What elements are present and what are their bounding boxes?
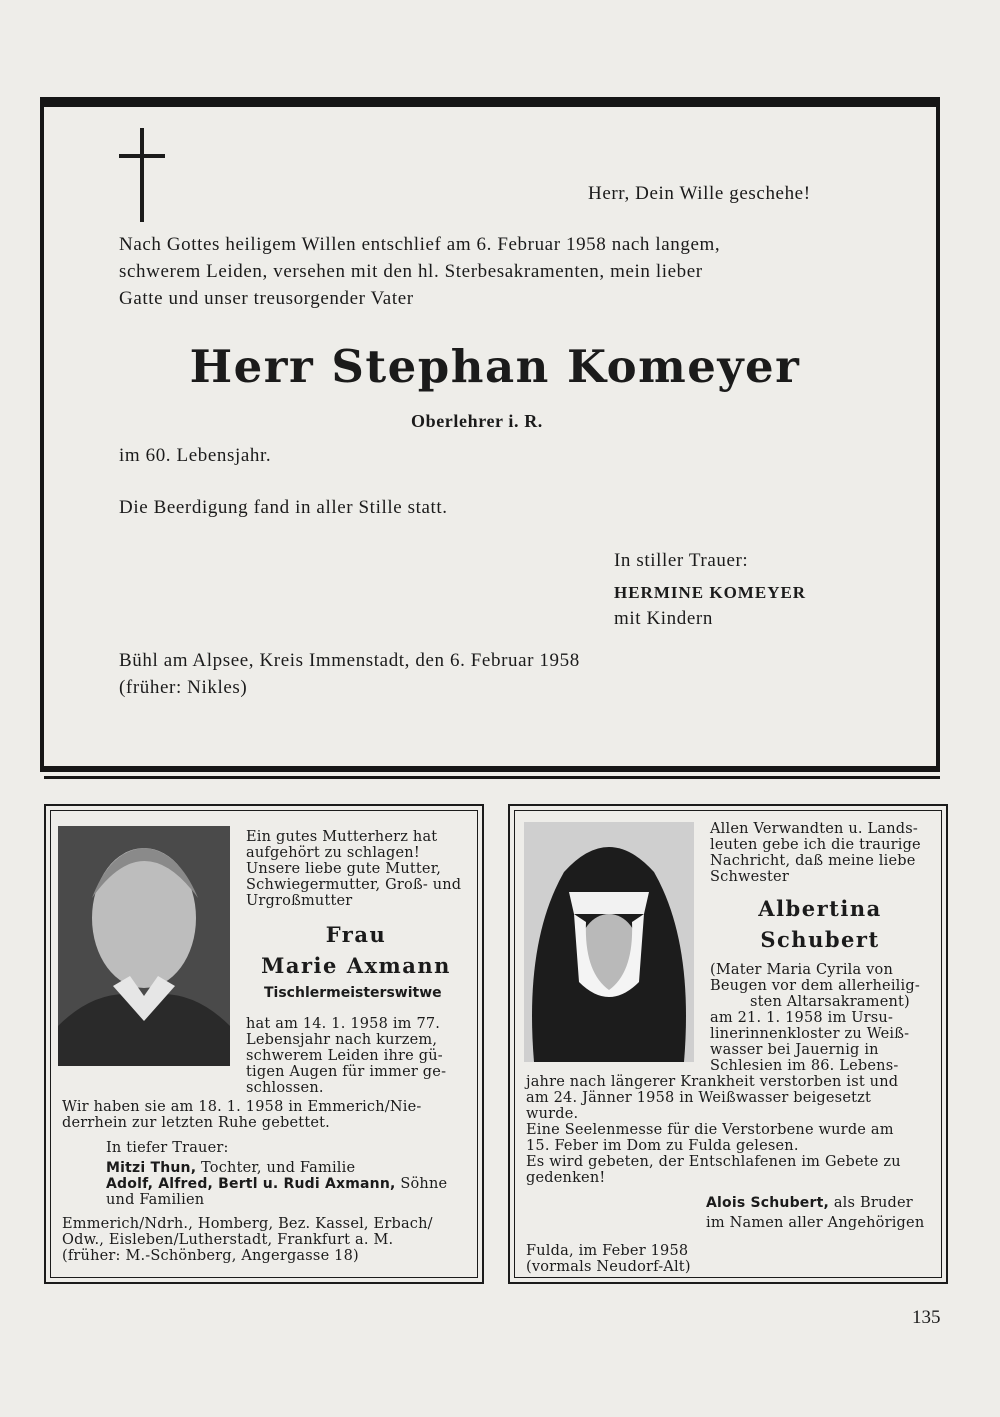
axmann-intro-5: Urgroßmutter xyxy=(246,893,353,909)
schubert-full-4: Eine Seelenmesse für die Verstorbene wurde am xyxy=(526,1122,894,1138)
axmann-mourner-1 xyxy=(106,1161,355,1177)
axmann-mourner-2 xyxy=(106,1177,447,1193)
schubert-religious-1: (Mater Maria Cyrila von xyxy=(710,962,894,978)
portrait-axmann-image xyxy=(58,826,230,1066)
intro-line-1: Nach Gottes heiligem Willen entschlief am 6. Februar 1958 nach langem, xyxy=(119,234,721,255)
main-notice-bottom-rule-thin xyxy=(44,776,940,779)
axmann-text-3: schwerem Leiden ihre gü- xyxy=(246,1048,443,1064)
schubert-full-6: Es wird gebeten, der Entschlafenen im Gebete zu xyxy=(526,1154,901,1170)
schubert-full-3: wurde. xyxy=(526,1106,579,1122)
schubert-text-3: wasser bei Jauernig in xyxy=(710,1042,879,1058)
deceased-name: Herr Stephan Komeyer xyxy=(189,340,801,393)
axmann-mourner-2-cont: und Familien xyxy=(106,1192,205,1208)
schubert-signer-rest: als Bruder xyxy=(829,1195,913,1211)
mourner-name: HERMINE KOMEYER xyxy=(614,583,807,602)
page-number: 135 xyxy=(912,1307,941,1328)
schubert-full-7: gedenken! xyxy=(526,1170,606,1186)
axmann-text-4: tigen Augen für immer ge- xyxy=(246,1064,447,1080)
schubert-intro-2: leuten gebe ich die traurige xyxy=(710,837,921,853)
schubert-place-date: Fulda, im Feber 1958 xyxy=(526,1243,689,1259)
place-date: Bühl am Alpsee, Kreis Immenstadt, den 6. Februar 1958 xyxy=(119,650,580,671)
schubert-full-5: 15. Feber im Dom zu Fulda gelesen. xyxy=(526,1138,799,1154)
schubert-religious-2: Beugen vor dem allerheilig- xyxy=(710,978,920,994)
cross-icon-bar xyxy=(119,154,165,158)
main-notice-bottom-rule xyxy=(44,766,940,772)
schubert-intro-3: Nachricht, daß meine liebe xyxy=(710,853,916,869)
axmann-name-line-2: Marie Axmann xyxy=(261,953,451,978)
formerly: (früher: Nikles) xyxy=(119,677,248,698)
schubert-signer xyxy=(706,1196,913,1212)
deceased-title: Oberlehrer i. R. xyxy=(411,411,543,431)
schubert-intro-4: Schwester xyxy=(710,869,789,885)
axmann-burial-1: Wir haben sie am 18. 1. 1958 in Emmerich/Nie- xyxy=(62,1099,422,1115)
axmann-intro-2: aufgehört zu schlagen! xyxy=(246,845,420,861)
schubert-name-line-1: Albertina xyxy=(758,896,882,921)
mourner-with: mit Kindern xyxy=(614,608,713,629)
axmann-burial-2: derrhein zur letzten Ruhe gebettet. xyxy=(62,1115,330,1131)
schubert-text-1: am 21. 1. 1958 im Ursu- xyxy=(710,1010,894,1026)
axmann-mourner-1-rest: Tochter, und Familie xyxy=(196,1160,356,1176)
axmann-places-2: Odw., Eisleben/Lutherstadt, Frankfurt a. M. xyxy=(62,1232,394,1248)
axmann-mourner-2-rest: Söhne xyxy=(395,1176,448,1192)
axmann-text-1: hat am 14. 1. 1958 im 77. xyxy=(246,1016,441,1032)
axmann-mourner-2-name: Adolf, Alfred, Bertl u. Rudi Axmann, xyxy=(106,1176,396,1192)
cross-icon xyxy=(140,128,144,222)
schubert-name-line-2: Schubert xyxy=(760,927,880,952)
portrait-schubert-image xyxy=(524,822,694,1062)
axmann-mourning-label: In tiefer Trauer: xyxy=(106,1140,229,1156)
schubert-text-4: Schlesien im 86. Lebens- xyxy=(710,1058,899,1074)
axmann-mourner-1-name: Mitzi Thun, xyxy=(106,1160,197,1176)
schubert-formerly: (vormals Neudorf-Alt) xyxy=(526,1259,691,1275)
mourning-label: In stiller Trauer: xyxy=(614,550,749,571)
schubert-full-1: jahre nach längerer Krankheit verstorben ist und xyxy=(526,1074,899,1090)
motto: Herr, Dein Wille geschehe! xyxy=(588,183,811,204)
deceased-age: im 60. Lebensjahr. xyxy=(119,445,272,466)
intro-line-2: schwerem Leiden, versehen mit den hl. Sterbesakramenten, mein lieber xyxy=(119,261,703,282)
schubert-text-2: linerinnenkloster zu Weiß- xyxy=(710,1026,910,1042)
axmann-text-2: Lebensjahr nach kurzem, xyxy=(246,1032,438,1048)
axmann-intro-4: Schwiegermutter, Groß- und xyxy=(246,877,462,893)
axmann-intro-1: Ein gutes Mutterherz hat xyxy=(246,829,438,845)
schubert-intro-1: Allen Verwandten u. Lands- xyxy=(710,821,918,837)
axmann-intro-3: Unsere liebe gute Mutter, xyxy=(246,861,442,877)
axmann-places-3: (früher: M.-Schönberg, Angergasse 18) xyxy=(62,1248,359,1264)
portrait-photo xyxy=(524,822,694,1062)
portrait-photo xyxy=(58,826,230,1066)
intro-line-3: Gatte und unser treusorgender Vater xyxy=(119,288,414,309)
axmann-text-5: schlossen. xyxy=(246,1080,324,1096)
burial-text: Die Beerdigung fand in aller Stille statt. xyxy=(119,497,448,518)
schubert-religious-3: sten Altarsakrament) xyxy=(750,994,910,1010)
axmann-name-line-1: Frau xyxy=(325,922,387,947)
schubert-signer-line-2: im Namen aller Angehörigen xyxy=(706,1215,925,1231)
schubert-signer-name: Alois Schubert, xyxy=(706,1195,830,1211)
axmann-places-1: Emmerich/Ndrh., Homberg, Bez. Kassel, Erbach/ xyxy=(62,1216,433,1232)
schubert-full-2: am 24. Jänner 1958 in Weißwasser beigesetzt xyxy=(526,1090,871,1106)
axmann-occupation: Tischlermeisterswitwe xyxy=(264,985,442,1001)
